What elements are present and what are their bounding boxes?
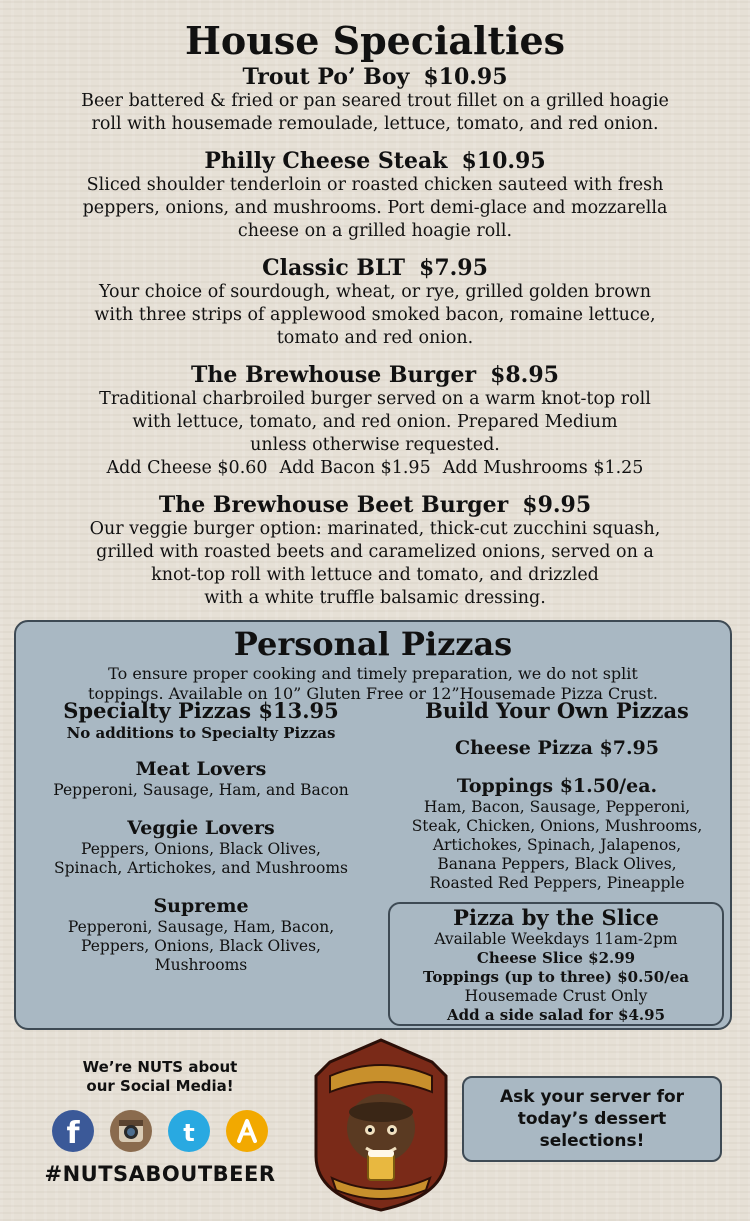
byo-heading: Build Your Own Pizzas [425, 698, 689, 723]
menu-item-trout-po-boy [0, 64, 750, 136]
item-description: Our veggie burger option: marinated, thick-cut zucchini squash, [89, 519, 661, 539]
item-name: Trout Po’ Boy [242, 64, 410, 90]
addon-cheese: Add Cheese $0.60 [106, 458, 268, 478]
addon-mushrooms: Add Mushrooms $1.25 [442, 458, 644, 478]
pizza-name: Meat Lovers [135, 758, 267, 780]
pizza-toppings: Spinach, Artichokes, and Mushrooms [54, 859, 348, 877]
untappd-icon[interactable] [226, 1110, 268, 1152]
item-description: cheese on a grilled hoagie roll. [237, 221, 513, 241]
pizza-toppings: Peppers, Onions, Black Olives, [81, 937, 321, 955]
item-price: $7.95 [419, 255, 488, 281]
social-media-section [30, 1058, 290, 1186]
toppings-heading: Toppings $1.50/ea. [456, 775, 658, 797]
menu-item-philly-cheese-steak [0, 148, 750, 243]
social-icons [30, 1110, 290, 1152]
pizzas-title: Personal Pizzas [233, 625, 513, 663]
social-line: We’re NUTS about [82, 1058, 238, 1076]
item-description: with a white truffle balsamic dressing. [204, 588, 546, 608]
cheese-pizza: Cheese Pizza $7.95 [454, 737, 660, 759]
svg-text:t: t [183, 1119, 195, 1147]
item-description: Sliced shoulder tenderloin or roasted chicken sauteed with fresh [86, 175, 664, 195]
pizza-toppings: Pepperoni, Sausage, Ham, and Bacon [53, 781, 349, 799]
item-name: The Brewhouse Beet Burger [158, 492, 509, 518]
item-name: Philly Cheese Steak [204, 148, 448, 174]
item-description: roll with housemade remoulade, lettuce, tomato, and red onion. [91, 114, 659, 134]
dessert-line: today’s dessert [517, 1109, 667, 1129]
specialty-heading: Specialty Pizzas $13.95 [63, 698, 339, 723]
twitter-icon[interactable] [168, 1110, 210, 1152]
item-price: $10.95 [423, 64, 508, 90]
addon-bacon: Add Bacon $1.95 [279, 458, 431, 478]
topping-list: Roasted Red Peppers, Pineapple [429, 874, 685, 892]
topping-list: Ham, Bacon, Sausage, Pepperoni, [423, 798, 691, 816]
slice-title: Pizza by the Slice [453, 905, 659, 930]
item-description: knot-top roll with lettuce and tomato, and drizzled [151, 565, 599, 585]
topping-list: Artichokes, Spinach, Jalapenos, [432, 836, 682, 854]
item-price: $10.95 [461, 148, 546, 174]
pizza-toppings: Pepperoni, Sausage, Ham, Bacon, [67, 918, 335, 936]
specialty-note: No additions to Specialty Pizzas [66, 724, 336, 742]
item-name: The Brewhouse Burger [191, 362, 477, 388]
intro-line: To ensure proper cooking and timely preparation, we do not split [108, 664, 638, 683]
pizza-toppings: Mushrooms [154, 956, 248, 974]
menu-item-brewhouse-burger [0, 362, 750, 480]
item-description: with lettuce, tomato, and red onion. Prepared Medium [132, 412, 618, 432]
item-price: $8.95 [490, 362, 559, 388]
pizza-toppings: Peppers, Onions, Black Olives, [81, 840, 321, 858]
specialty-pizzas [16, 698, 386, 975]
menu-item-beet-burger [0, 492, 750, 610]
slice-crust: Housemade Crust Only [464, 987, 648, 1005]
item-name: Classic BLT [262, 255, 406, 281]
slice-toppings: Toppings (up to three) $0.50/ea [423, 968, 689, 986]
item-description: Beer battered & fried or pan seared trout fillet on a grilled hoagie [81, 91, 669, 111]
instagram-icon[interactable] [110, 1110, 152, 1152]
dessert-line: Ask your server for [499, 1087, 685, 1107]
menu-items [0, 64, 750, 622]
item-description: peppers, onions, and mushrooms. Port demi-glace and mozzarella [82, 198, 668, 218]
slice-hours: Available Weekdays 11am-2pm [434, 930, 678, 948]
item-description: unless otherwise requested. [250, 435, 500, 455]
intro-line: toppings. Available on 10” Gluten Free or 12”Housemade Pizza Crust. [88, 684, 658, 703]
slice-salad: Add a side salad for $4.95 [446, 1006, 666, 1024]
burger-addons [0, 457, 750, 480]
pizza-name: Veggie Lovers [127, 817, 275, 839]
dessert-line: selections! [539, 1131, 645, 1151]
topping-list: Banana Peppers, Black Olives, [437, 855, 677, 873]
personal-pizzas-panel [14, 620, 732, 1030]
svg-text:f: f [66, 1116, 80, 1151]
pizza-by-the-slice-panel [388, 902, 724, 1026]
page-title: House Specialties [184, 18, 566, 63]
slice-cheese: Cheese Slice $2.99 [476, 949, 636, 967]
facebook-icon[interactable] [52, 1110, 94, 1152]
dessert-note [462, 1076, 722, 1162]
item-description: Your choice of sourdough, wheat, or rye, grilled golden brown [99, 282, 651, 302]
item-description: tomato and red onion. [276, 328, 474, 348]
menu-item-classic-blt [0, 255, 750, 350]
item-description: Traditional charbroiled burger served on a warm knot-top roll [99, 389, 651, 409]
social-line: our Social Media! [86, 1077, 234, 1095]
hashtag: #NUTSABOUTBEER [44, 1162, 276, 1186]
pizza-name: Supreme [153, 895, 249, 917]
item-description: with three strips of applewood smoked bacon, romaine lettuce, [94, 305, 656, 325]
item-description: grilled with roasted beets and caramelized onions, served on a [96, 542, 654, 562]
brewery-logo [308, 1036, 454, 1212]
build-your-own-pizzas [380, 698, 734, 893]
topping-list: Steak, Chicken, Onions, Mushrooms, [411, 817, 703, 835]
item-price: $9.95 [522, 492, 592, 518]
